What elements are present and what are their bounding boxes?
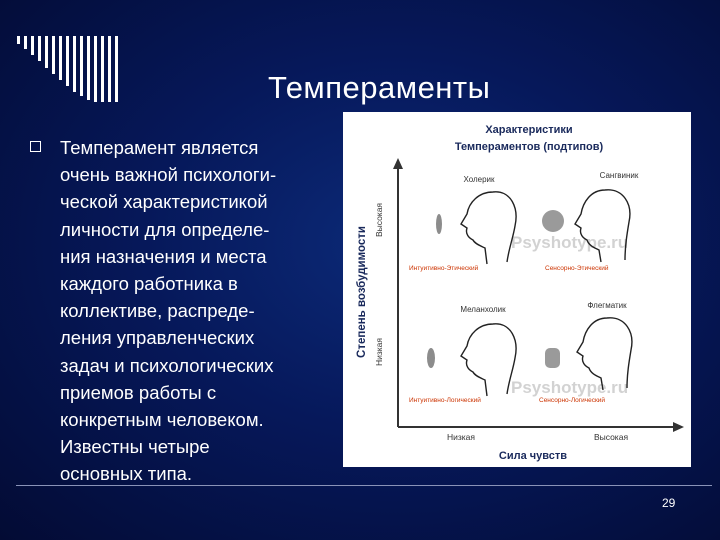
watermark-top: Psyshotype.ru bbox=[511, 233, 629, 252]
decorative-stripes bbox=[0, 0, 130, 110]
page-number: 29 bbox=[662, 496, 676, 510]
x-axis-low-label: Низкая bbox=[446, 432, 476, 442]
temperament-diagram bbox=[343, 112, 691, 467]
melancholic-stone-icon bbox=[427, 348, 435, 368]
sanguine-name: Сангвиник bbox=[599, 171, 639, 180]
slide-title: Темпераменты bbox=[268, 70, 491, 105]
phlegmatic-block-icon bbox=[545, 348, 560, 368]
sanguine-ball-icon bbox=[542, 210, 564, 232]
melancholic-subtype: Интуитивно-Логический bbox=[409, 397, 481, 404]
sanguine-subtype: Сенсорно-Этический bbox=[545, 265, 609, 272]
melancholic-name: Меланхолик bbox=[460, 305, 506, 314]
phlegmatic-name: Флегматик bbox=[587, 301, 627, 310]
choleric-name: Холерик bbox=[463, 175, 495, 184]
figure-title-line2: Темпераментов (подтипов) bbox=[454, 141, 604, 153]
melancholic-quadrant bbox=[409, 305, 516, 404]
bullet-square-icon bbox=[30, 141, 41, 152]
sanguine-quadrant bbox=[542, 171, 639, 272]
choleric-head-icon bbox=[461, 192, 516, 264]
x-axis-label: Сила чувств bbox=[498, 450, 568, 462]
y-axis-low-label: Низкая bbox=[374, 337, 384, 367]
choleric-subtype: Интуитивно-Этический bbox=[409, 265, 479, 272]
y-axis-label: Степень возбудимости bbox=[356, 226, 368, 358]
choleric-quadrant bbox=[409, 175, 516, 272]
choleric-stone-icon bbox=[436, 214, 442, 234]
figure-title-line1: Характеристики bbox=[485, 124, 573, 136]
y-axis-high-label: Высокая bbox=[374, 202, 384, 238]
slide-body-text: Темперамент является очень важной психологи- ческой характеристикой личности для определе- ния назначения и места каждого работника в коллективе, распреде- ления управленческих задач и психологических приемов работы с конкретным человеком. Известны четыре основных типа. bbox=[60, 137, 277, 485]
melancholic-head-icon bbox=[461, 324, 516, 396]
phlegmatic-subtype: Сенсорно-Логический bbox=[539, 397, 606, 404]
x-axis-high-label: Высокая bbox=[593, 432, 629, 442]
watermark-bottom: Psyshotype.ru bbox=[511, 378, 629, 397]
footer-divider bbox=[16, 485, 712, 486]
